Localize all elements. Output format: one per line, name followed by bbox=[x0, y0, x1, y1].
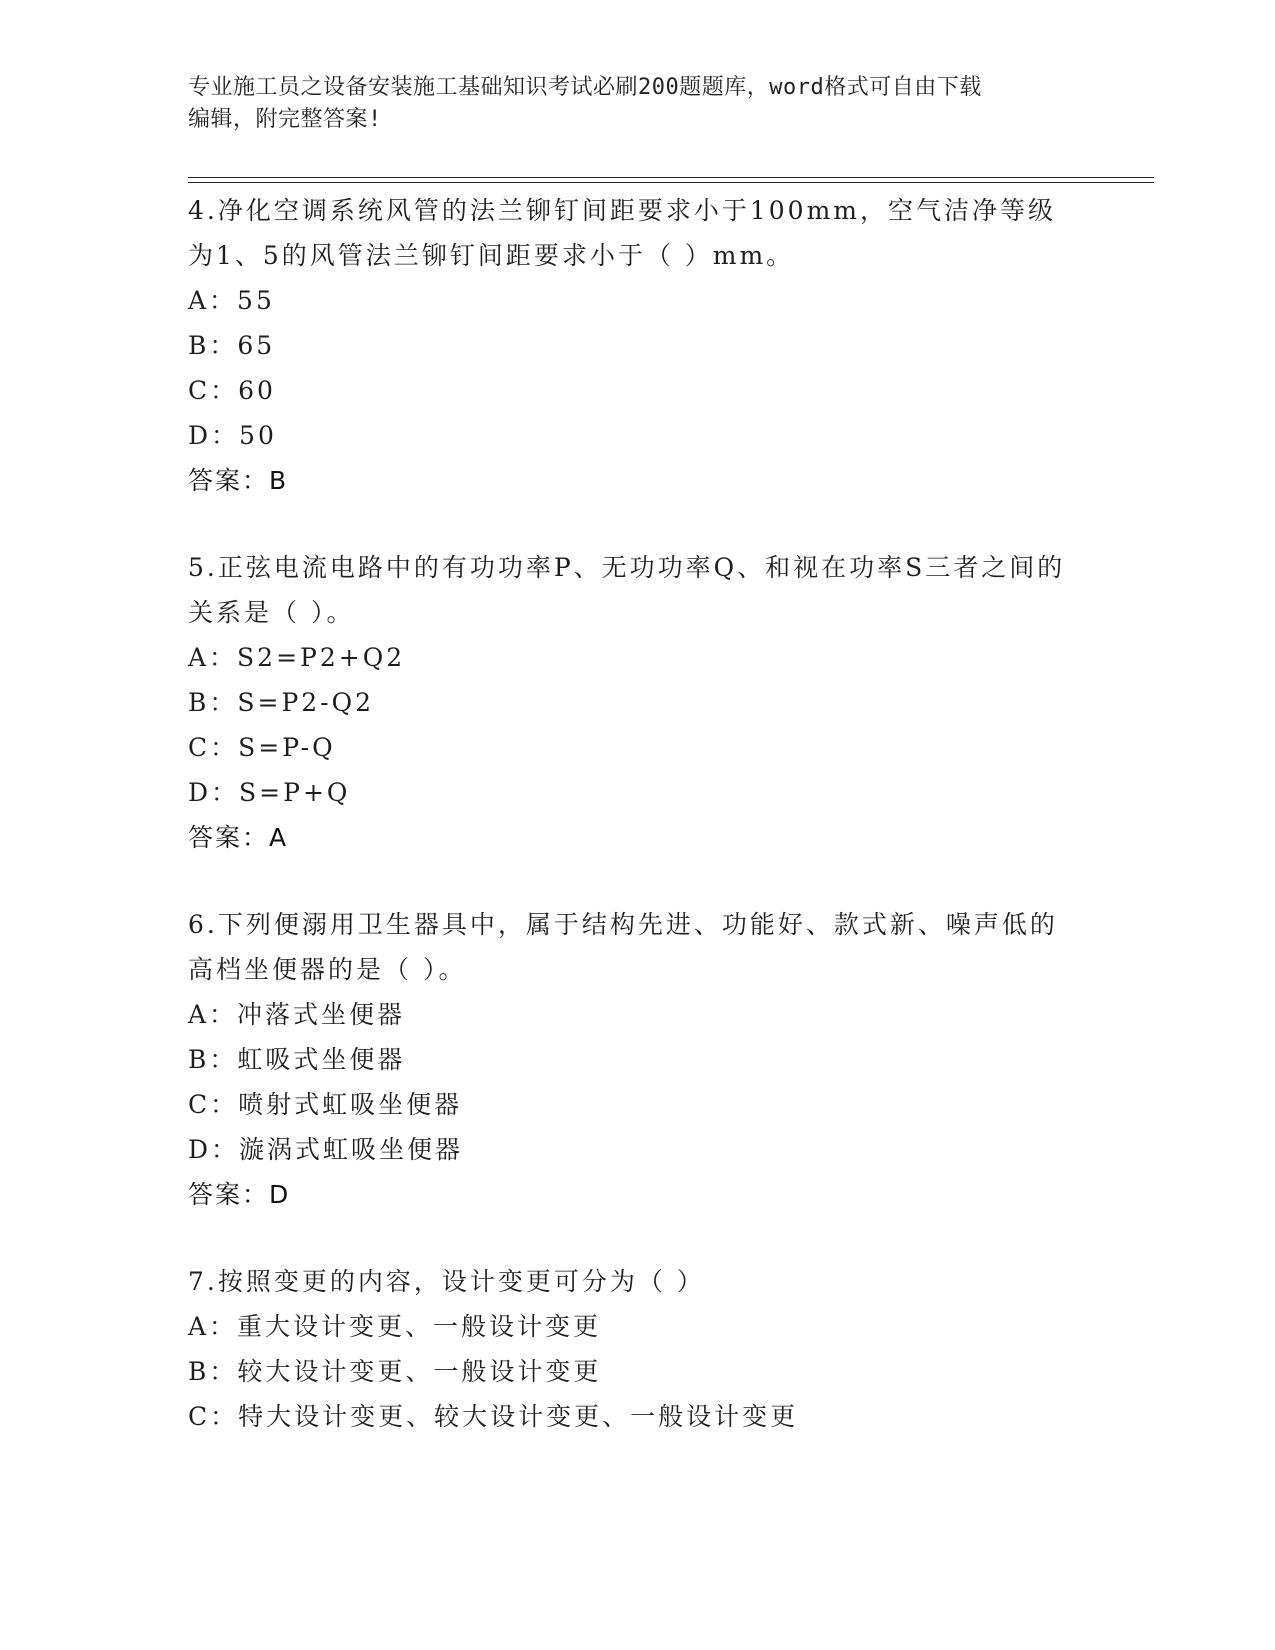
question-list bbox=[188, 188, 1088, 1481]
option-a: A：重大设计变更、一般设计变更 bbox=[188, 1312, 602, 1341]
option-d: D：50 bbox=[188, 421, 277, 450]
question-stem: 6.下列便溺用卫生器具中，属于结构先进、功能好、款式新、噪声低的高档坐便器的是（ ）。 bbox=[188, 910, 1058, 984]
answer-label: 答案：A bbox=[188, 823, 289, 852]
question-stem: 5.正弦电流电路中的有功功率P、无功功率Q、和视在功率S三者之间的关系是（ ）。 bbox=[188, 553, 1066, 627]
header-title-line-2: 编辑，附完整答案! bbox=[188, 107, 382, 132]
option-d: D：漩涡式虹吸坐便器 bbox=[188, 1135, 464, 1164]
question-stem: 7.按照变更的内容，设计变更可分为（ ） bbox=[188, 1267, 705, 1296]
option-a: A：55 bbox=[188, 286, 275, 315]
question-7 bbox=[188, 1259, 1088, 1439]
option-c: C：S=P-Q bbox=[188, 733, 336, 762]
document-header bbox=[188, 72, 1068, 136]
option-a: A：S2=P2+Q2 bbox=[188, 643, 406, 672]
question-4 bbox=[188, 188, 1088, 503]
answer-label: 答案：D bbox=[188, 1180, 291, 1209]
option-b: B：65 bbox=[188, 331, 276, 360]
option-d: D：S=P+Q bbox=[188, 778, 351, 807]
option-b: B：虹吸式坐便器 bbox=[188, 1045, 406, 1074]
header-title-line-1: 专业施工员之设备安装施工基础知识考试必刷200题题库，word格式可自由下载 bbox=[188, 75, 982, 100]
header-divider-top bbox=[188, 177, 1154, 178]
header-divider-bottom bbox=[188, 182, 1154, 183]
question-6 bbox=[188, 902, 1088, 1217]
option-c: C：特大设计变更、较大设计变更、一般设计变更 bbox=[188, 1402, 799, 1431]
question-5 bbox=[188, 545, 1088, 860]
answer-label: 答案：B bbox=[188, 466, 289, 495]
option-c: C：60 bbox=[188, 376, 276, 405]
question-stem: 4.净化空调系统风管的法兰铆钉间距要求小于100mm，空气洁净等级为1、5的风管法兰铆钉间距要求小于（ ）mm。 bbox=[188, 196, 1056, 270]
option-b: B：S=P2-Q2 bbox=[188, 688, 375, 717]
option-c: C：喷射式虹吸坐便器 bbox=[188, 1090, 463, 1119]
option-a: A：冲落式坐便器 bbox=[188, 1000, 406, 1029]
option-b: B：较大设计变更、一般设计变更 bbox=[188, 1357, 602, 1386]
